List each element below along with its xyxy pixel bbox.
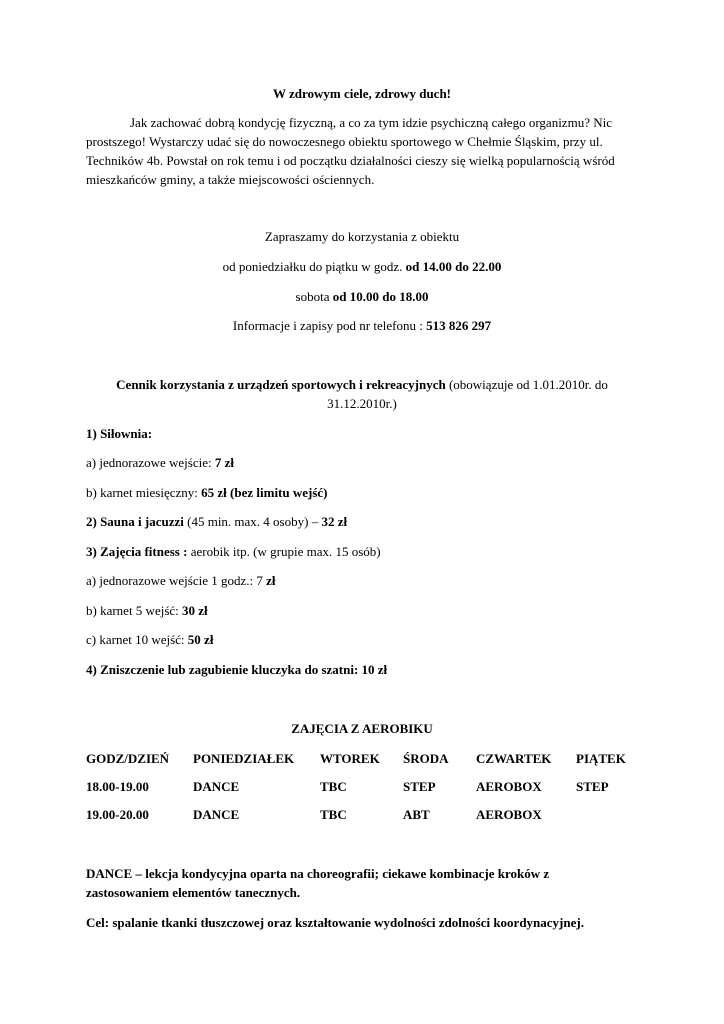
fitness-single-currency: zł [266,573,276,588]
fitness-5-price: 30 zł [182,603,208,618]
sauna-item [86,514,347,530]
row1-wednesday: STEP [403,779,436,794]
document-title: W zdrowym ciele, zdrowy duch! [272,86,451,101]
pricing-heading-validity: (obowiązuje od 1.01.2010r. do [445,377,608,392]
invite-line-3 [80,289,644,305]
invite-line-1: Zapraszamy do korzystania z obiektu [264,229,460,244]
fitness-section-title [86,544,381,560]
goal-statement: Cel: spalanie tkanki tłuszczowej oraz kształtowanie wydolności zdolności koordynacyjnej. [86,915,584,930]
fitness-10-label: c) karnet 10 wejść: [86,632,188,647]
saturday-label: sobota [295,289,333,304]
locker-key-fee: 4) Zniszczenie lub zagubienie kluczyka do szatni: 10 zł [86,662,388,677]
intro-text: Jak zachować dobrą kondycję fizyczną, a co za tym idzie psychiczną całego organizmu? Nic prostszego! Wystarczy udać się do nowoczesnego obiektu sportowego w Chełmie Śląskim, przy ul. Techników 4b. Powstał on rok temu i od początku działalności cieszy się wielką popularnością wśród mieszkańców gminy, a także miejscowości ościennych. [86,115,615,187]
row2-hours: 19.00-20.00 [86,807,149,822]
intro-paragraph [86,113,646,189]
row2-tuesday: TBC [320,807,347,822]
invite-line-2 [80,259,644,275]
row2-monday: DANCE [193,807,240,822]
header-friday: PIĄTEK [576,751,626,766]
fitness-details: aerobik itp. (w grupie max. 15 osób) [187,544,381,559]
gym-monthly-pass [86,485,328,501]
pricing-heading-bold: Cennik korzystania z urządzeń sportowych i rekreacyjnych [116,377,446,392]
gym-single-entry [86,455,234,471]
header-wednesday: ŚRODA [403,751,449,766]
dance-description-line-2: zastosowaniem elementów tanecznych. [86,885,301,900]
row2-wednesday: ABT [403,807,430,822]
phone-number: 513 826 297 [426,318,492,333]
header-monday: PONIEDZIAŁEK [193,751,295,766]
fitness-5-pass [86,603,208,619]
saturday-hours: od 10.00 do 18.00 [332,289,429,304]
aerobic-title: ZAJĘCIA Z AEROBIKU [291,721,433,736]
fitness-10-pass [86,632,213,648]
fitness-title: 3) Zajęcia fitness : [86,544,188,559]
invite-line-4 [80,318,644,334]
gym-monthly-label: b) karnet miesięczny: [86,485,202,500]
row1-hours: 18.00-19.00 [86,779,149,794]
gym-single-label: a) jednorazowe wejście: [86,455,215,470]
gym-single-price: 7 zł [214,455,234,470]
row2-thursday: AEROBOX [476,807,542,822]
gym-section-title: 1) Siłownia: [86,426,153,441]
sauna-price: 32 zł [321,514,348,529]
gym-monthly-price: 65 zł (bez limitu wejść) [201,485,328,500]
header-thursday: CZWARTEK [476,751,552,766]
fitness-10-price: 50 zł [187,632,214,647]
row1-thursday: AEROBOX [476,779,542,794]
header-tuesday: WTOREK [320,751,380,766]
weekday-label: od poniedziałku do piątku w godz. [222,259,406,274]
dance-description-line-1: DANCE – lekcja kondycyjna oparta na choreografii; ciekawe kombinacje kroków z [86,866,550,881]
sauna-details: (45 min. max. 4 osoby) – [183,514,322,529]
pricing-heading [80,377,644,393]
header-hours: GODZ/DZIEŃ [86,751,170,766]
fitness-5-label: b) karnet 5 wejść: [86,603,183,618]
weekday-hours: od 14.00 do 22.00 [405,259,502,274]
row1-friday: STEP [576,779,609,794]
sauna-title: 2) Sauna i jacuzzi [86,514,184,529]
fitness-single-entry [86,573,276,589]
pricing-heading-line-2: 31.12.2010r.) [327,396,397,411]
row1-tuesday: TBC [320,779,347,794]
fitness-single-label: a) jednorazowe wejście 1 godz.: 7 [86,573,267,588]
phone-label: Informacje i zapisy pod nr telefonu : [232,318,427,333]
row1-monday: DANCE [193,779,240,794]
